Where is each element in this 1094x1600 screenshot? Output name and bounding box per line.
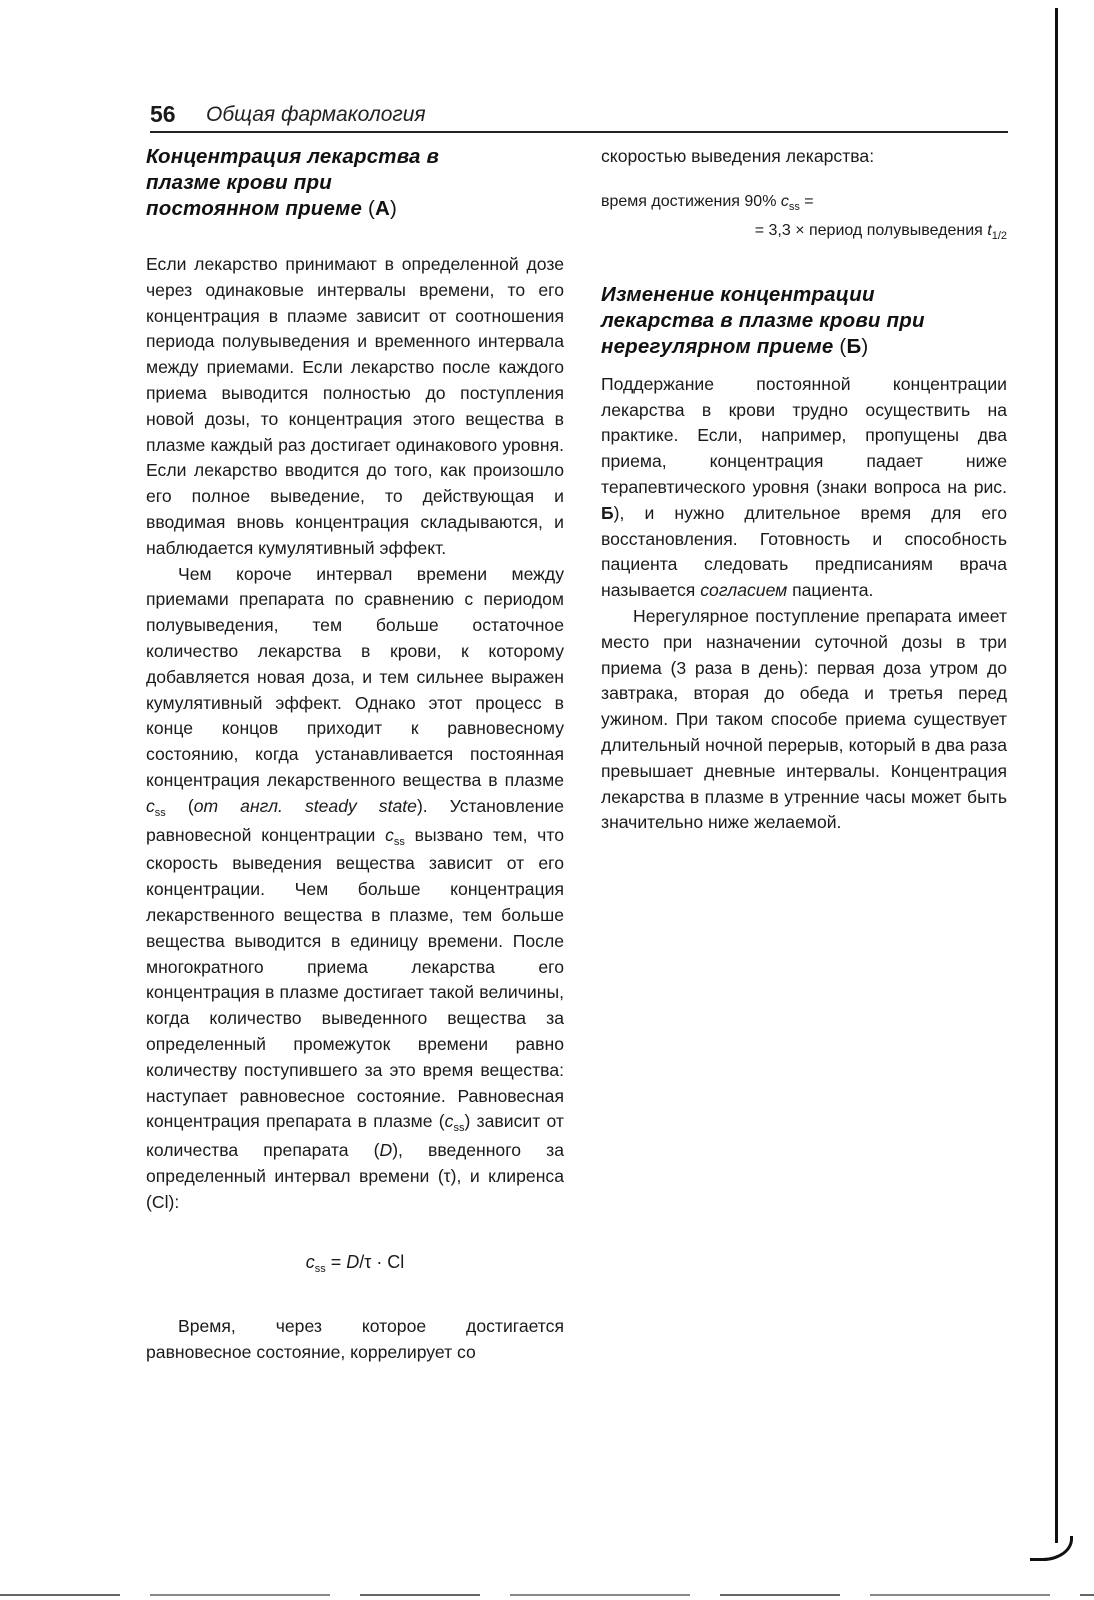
formula-line-1 bbox=[601, 190, 1007, 215]
running-title: Общая фармакология bbox=[206, 103, 426, 126]
section-heading-a bbox=[146, 144, 446, 222]
italic-term: согласием bbox=[700, 580, 788, 601]
scan-edge-artifact bbox=[1055, 8, 1058, 1543]
heading-text: Изменение концентрации лекарства в плазме крови при нерегулярном приеме bbox=[601, 282, 925, 358]
paragraph bbox=[146, 562, 564, 1216]
css-symbol: c bbox=[385, 824, 394, 845]
text-run: ), и нужно длительное время для его восстановления. Готовность и способность пациента следовать предписаниям врача называется bbox=[601, 502, 1007, 601]
text-run: /τ · Cl bbox=[359, 1252, 405, 1273]
dose-symbol: D bbox=[379, 1140, 393, 1161]
text-run: ), введенного за определенный интервал времени (τ), и клиренса (Cl): bbox=[146, 1140, 564, 1212]
heading-paren-open: ( bbox=[839, 334, 847, 358]
text-run: = 3,3 × период полувыведения bbox=[754, 221, 988, 239]
section-heading-b bbox=[601, 282, 941, 360]
paragraph: Нерегулярное поступление препарата имеет место при назначении суточной дозы в три приема (3 раза в день): первая доза утром до завтрака, вторая до обеда и третья перед ужином. При таком способе приема существует длительный ночной перерыв, который в два раза превышает дневные интервалы. Концентрация лекарства в плазме в утренние часы может быть значительно ниже желаемой. bbox=[601, 605, 1007, 833]
text-run: Поддержание постоянной концентрации лекарства в крови трудно осуществить на практике. Если, например, пропущены два приема, концентрация падает ниже терапевтического уровня (знаки вопроса на рис. bbox=[601, 373, 1007, 497]
text-run: вызвано тем, что скорость выведения вещества зависит от его концентрации. Чем больше концентрация лекарственного вещества в плазме, тем больше вещества выводится в единицу времени. После многократного приема лекарства его концентрация в плазме достигает такой величины, когда количество выведенного вещества за определенный промежуток времени равно количеству поступившего за это время вещества: наступает равновесное состояние. Равновесная концентрация препарата в плазме ( bbox=[146, 824, 564, 1132]
css-symbol: c bbox=[444, 1111, 454, 1132]
paragraph: Если лекарство принимают в определенной дозе через одинаковые интервалы времени, то его концентрация в плаэме зависит от соотношения периода полувыведения и временного интервала между приемами. Если лекарство после каждого приема выводится полностью до поступления новой дозы, то концентрация этого вещества в плазме каждый раз достигает одинакового уровня. Если лекарство вводится до того, как произошло его полное выведение, то действующая и вводимая вновь концентрация складываются, и наблюдается кумулятивный эффект. bbox=[146, 254, 564, 558]
css-symbol: c bbox=[780, 192, 789, 210]
scan-edge-artifact bbox=[1030, 1536, 1073, 1561]
running-head bbox=[150, 100, 1010, 134]
subscript: ss bbox=[453, 1122, 465, 1135]
formula-line-2 bbox=[601, 219, 1007, 244]
css-symbol: c bbox=[146, 795, 155, 816]
text-run: = bbox=[799, 192, 814, 210]
heading-paren-close: ) bbox=[390, 197, 398, 220]
text-run: Чем короче интервал времени между приемами препарата по сравнению с периодом полувыведения, тем больше остаточное количество лекарства в крови, к которому добавляется новая доза, и тем сильнее выражен кумулятивный эффект. Однако этот процесс в конце концов приходит к равновесному состоянию, когда устанавливается постоянная концентрация лекарственного вещества в плазме bbox=[146, 563, 564, 790]
css-symbol: c bbox=[305, 1252, 315, 1273]
text-run: ). Установление равновесной концентрации bbox=[146, 795, 564, 845]
paragraph bbox=[601, 372, 1007, 604]
text-run: = bbox=[325, 1252, 347, 1273]
left-column bbox=[146, 144, 564, 1366]
half-life-symbol: t bbox=[987, 221, 992, 239]
formula-css bbox=[146, 1249, 564, 1278]
right-column bbox=[601, 144, 1007, 836]
text-run: ( bbox=[165, 795, 194, 816]
text-run: время достижения 90% bbox=[601, 192, 781, 210]
text-run: ) зависит от количества препарата ( bbox=[146, 1111, 564, 1161]
heading-paren-close: ) bbox=[861, 334, 869, 358]
subscript: ss bbox=[154, 806, 166, 819]
subscript: ss bbox=[393, 835, 405, 848]
dose-symbol: D bbox=[346, 1252, 360, 1273]
scan-bottom-artifact bbox=[0, 1594, 1094, 1596]
heading-text: Концентрация лекарства в плазме крови при постоянном приеме bbox=[146, 145, 440, 220]
figure-letter: А bbox=[375, 197, 391, 220]
paragraph: Время, через которое достигается равновесное состояние, коррелирует со bbox=[146, 1316, 564, 1363]
header-rule bbox=[150, 131, 1008, 133]
text-run: пациента. bbox=[787, 580, 874, 601]
subscript: ss bbox=[314, 1263, 326, 1276]
page-number: 56 bbox=[150, 101, 176, 127]
subscript: ss bbox=[788, 200, 800, 213]
figure-letter: Б bbox=[846, 334, 862, 358]
italic-term: от англ. steady state bbox=[193, 795, 417, 816]
heading-paren-open: ( bbox=[367, 197, 376, 220]
paragraph-continuation: скоростью выведения лекарства: bbox=[601, 146, 875, 166]
subscript: 1/2 bbox=[991, 229, 1007, 242]
figure-reference: Б bbox=[601, 502, 614, 523]
